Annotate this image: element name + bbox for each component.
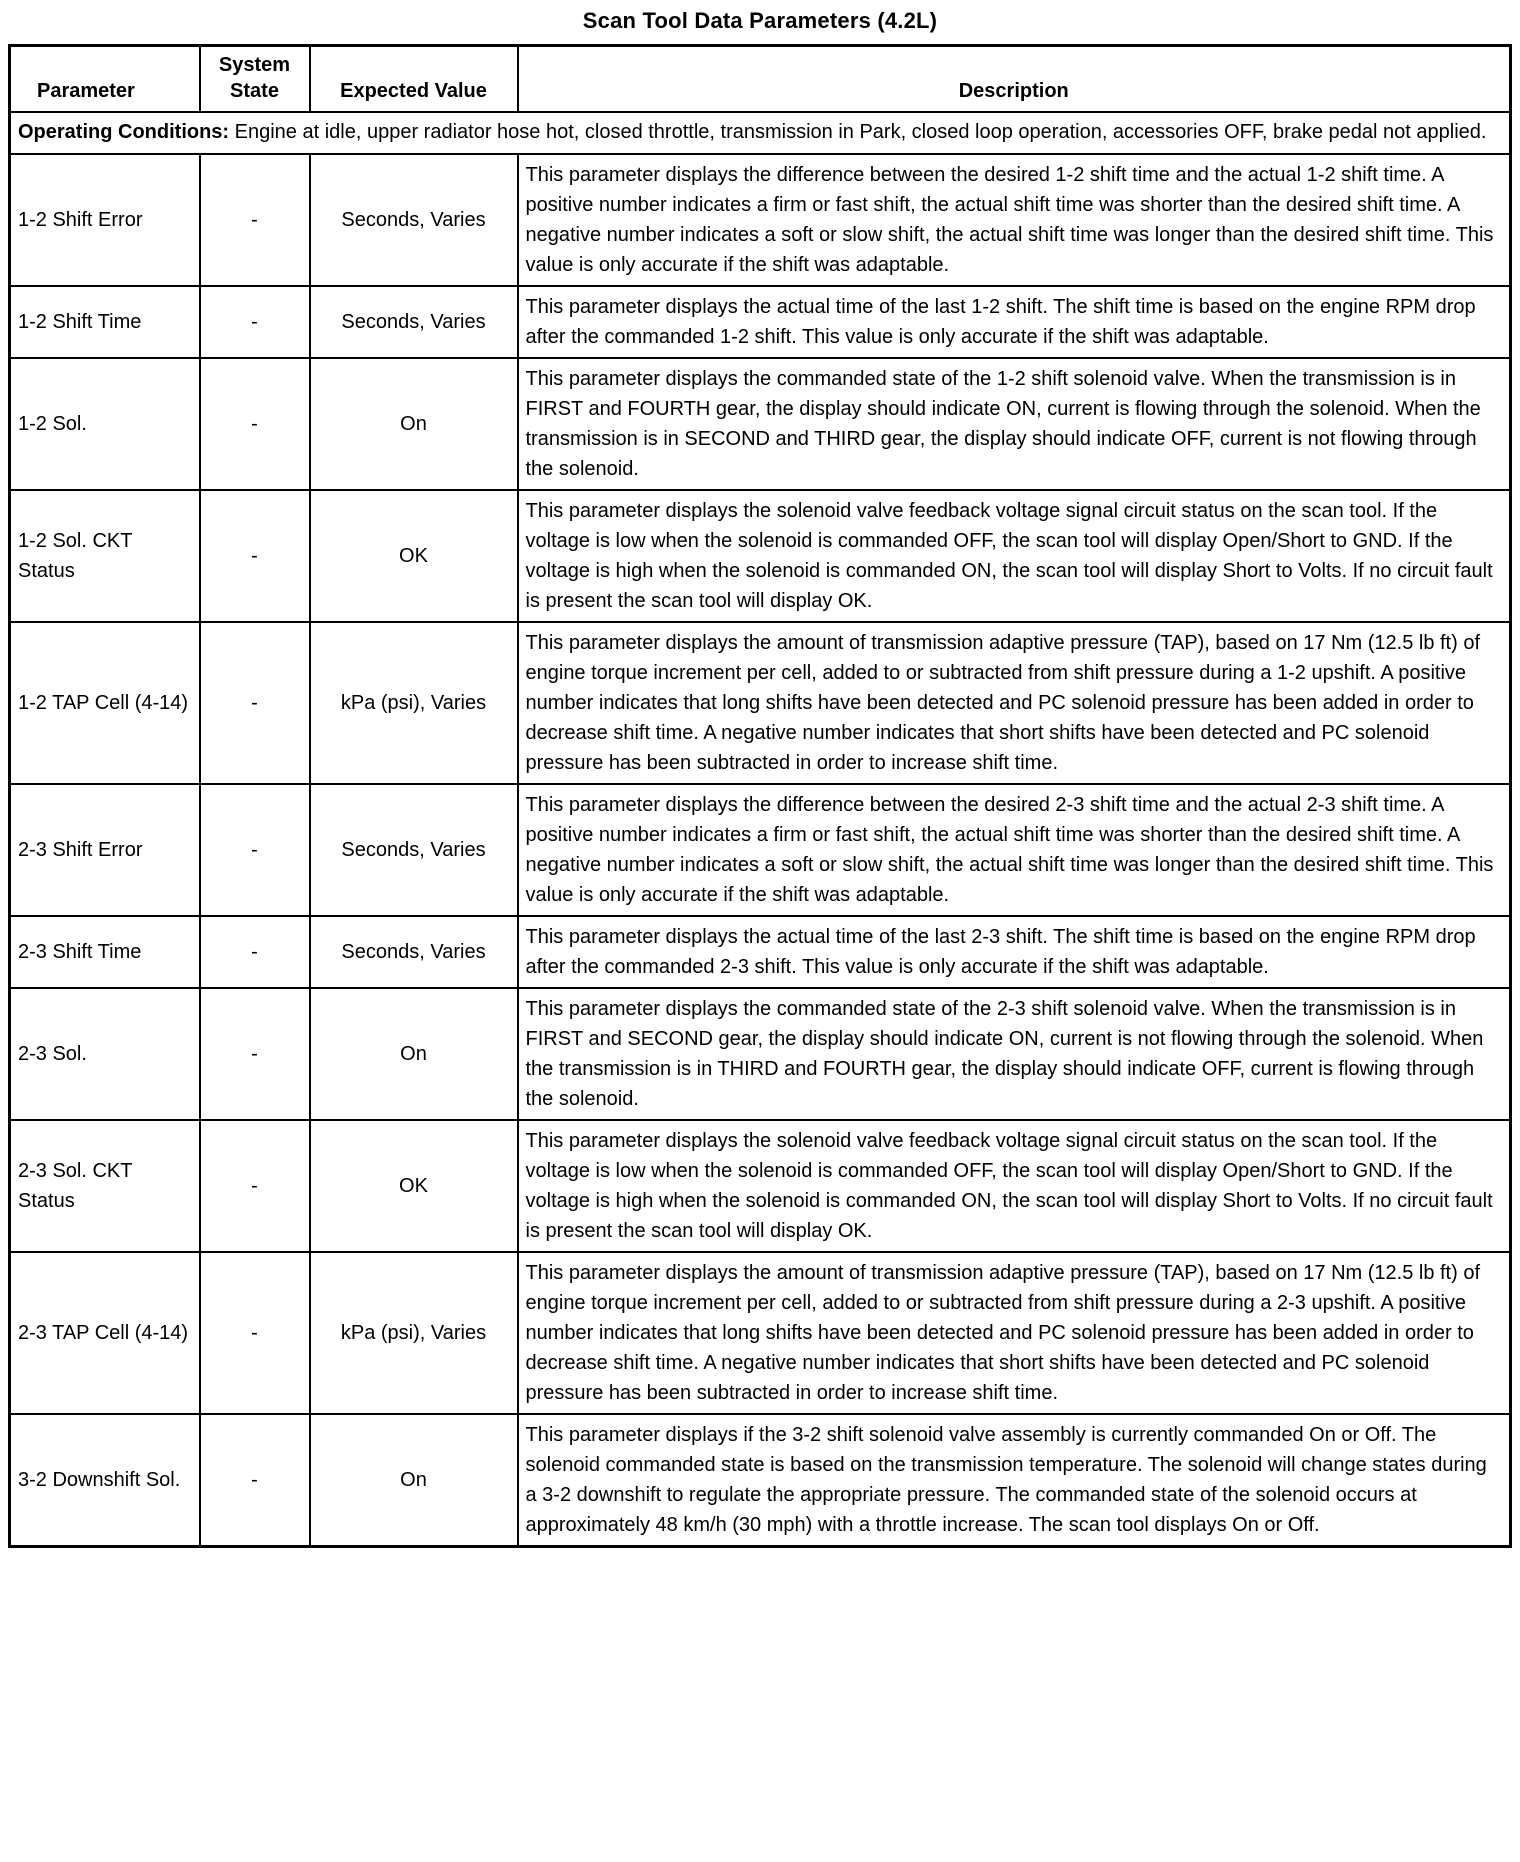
description-cell: This parameter displays the solenoid valve feedback voltage signal circuit status on the scan tool. If the voltage is low when the solenoid is commanded OFF, the scan tool will display Open/Short to GND. If the voltage is high when the solenoid is commanded ON, the scan tool will display Short to Volts. If no circuit fault is present the scan tool will display OK.: [518, 490, 1511, 622]
table-row: [10, 1252, 1511, 1414]
expected-value-cell: Seconds, Varies: [310, 154, 518, 286]
system-state-cell: -: [200, 286, 310, 358]
parameter-cell: 2-3 Shift Time: [10, 916, 200, 988]
table-body: [10, 112, 1511, 1547]
parameter-cell: 2-3 Shift Error: [10, 784, 200, 916]
expected-value-cell: On: [310, 988, 518, 1120]
description-cell: This parameter displays the actual time of the last 1-2 shift. The shift time is based on the engine RPM drop after the commanded 1-2 shift. This value is only accurate if the shift was adaptable.: [518, 286, 1511, 358]
parameter-cell: 1-2 Shift Error: [10, 154, 200, 286]
description-cell: This parameter displays the difference between the desired 1-2 shift time and the actual 1-2 shift time. A positive number indicates a firm or fast shift, the actual shift time was shorter than the desired shift time. A negative number indicates a soft or slow shift, the actual shift time was longer than the desired shift time. This value is only accurate if the shift was adaptable.: [518, 154, 1511, 286]
description-cell: This parameter displays if the 3-2 shift solenoid valve assembly is currently commanded On or Off. The solenoid commanded state is based on the transmission temperature. The solenoid will change states during a 3-2 downshift to regulate the appropriate pressure. The commanded state of the solenoid occurs at approximately 48 km/h (30 mph) with a throttle increase. The scan tool displays On or Off.: [518, 1414, 1511, 1547]
col-header-system-state: System State: [200, 46, 310, 113]
table-row: [10, 358, 1511, 490]
scan-tool-data-table: [8, 44, 1512, 1548]
table-row: [10, 286, 1511, 358]
col-header-parameter: Parameter: [10, 46, 200, 113]
description-cell: This parameter displays the commanded state of the 2-3 shift solenoid valve. When the transmission is in FIRST and SECOND gear, the display should indicate ON, current is not flowing through the solenoid. When the transmission is in THIRD and FOURTH gear, the display should indicate OFF, current is flowing through the solenoid.: [518, 988, 1511, 1120]
description-cell: This parameter displays the actual time of the last 2-3 shift. The shift time is based on the engine RPM drop after the commanded 2-3 shift. This value is only accurate if the shift was adaptable.: [518, 916, 1511, 988]
parameter-cell: 1-2 Sol.: [10, 358, 200, 490]
parameter-cell: 1-2 TAP Cell (4-14): [10, 622, 200, 784]
table-row: [10, 784, 1511, 916]
expected-value-cell: On: [310, 1414, 518, 1547]
table-row: [10, 916, 1511, 988]
parameter-cell: 2-3 Sol. CKT Status: [10, 1120, 200, 1252]
table-row: [10, 490, 1511, 622]
page-title: Scan Tool Data Parameters (4.2L): [582, 8, 938, 33]
col-header-expected-value: Expected Value: [310, 46, 518, 113]
description-cell: This parameter displays the solenoid valve feedback voltage signal circuit status on the scan tool. If the voltage is low when the solenoid is commanded OFF, the scan tool will display Open/Short to GND. If the voltage is high when the solenoid is commanded ON, the scan tool will display Short to Volts. If no circuit fault is present the scan tool will display OK.: [518, 1120, 1511, 1252]
description-cell: This parameter displays the amount of transmission adaptive pressure (TAP), based on 17 Nm (12.5 lb ft) of engine torque increment per cell, added to or subtracted from shift pressure during a 2-3 upshift. A positive number indicates that long shifts have been detected and PC solenoid pressure has been added in order to decrease shift time. A negative number indicates that short shifts have been detected and PC solenoid pressure has been subtracted in order to increase shift time.: [518, 1252, 1511, 1414]
table-row: [10, 154, 1511, 286]
expected-value-cell: Seconds, Varies: [310, 286, 518, 358]
system-state-cell: -: [200, 490, 310, 622]
expected-value-cell: kPa (psi), Varies: [310, 1252, 518, 1414]
system-state-cell: -: [200, 154, 310, 286]
parameter-cell: 1-2 Shift Time: [10, 286, 200, 358]
table-row: [10, 988, 1511, 1120]
system-state-cell: -: [200, 358, 310, 490]
table-header: [10, 46, 1511, 113]
parameter-cell: 2-3 TAP Cell (4-14): [10, 1252, 200, 1414]
parameter-cell: 2-3 Sol.: [10, 988, 200, 1120]
operating-conditions-label: Operating Conditions:: [18, 121, 230, 143]
description-cell: This parameter displays the difference between the desired 2-3 shift time and the actual 2-3 shift time. A positive number indicates a firm or fast shift, the actual shift time was shorter than the desired shift time. A negative number indicates a soft or slow shift, the actual shift time was longer than the desired shift time. This value is only accurate if the shift was adaptable.: [518, 784, 1511, 916]
parameter-cell: 1-2 Sol. CKT Status: [10, 490, 200, 622]
table-row: [10, 1414, 1511, 1547]
col-header-description: Description: [518, 46, 1511, 113]
operating-conditions-row: [10, 112, 1511, 154]
expected-value-cell: OK: [310, 1120, 518, 1252]
system-state-cell: -: [200, 1120, 310, 1252]
parameter-cell: 3-2 Downshift Sol.: [10, 1414, 200, 1547]
description-cell: This parameter displays the amount of transmission adaptive pressure (TAP), based on 17 Nm (12.5 lb ft) of engine torque increment per cell, added to or subtracted from shift pressure during a 1-2 upshift. A positive number indicates that long shifts have been detected and PC solenoid pressure has been added in order to decrease shift time. A negative number indicates that short shifts have been detected and PC solenoid pressure has been subtracted in order to increase shift time.: [518, 622, 1511, 784]
expected-value-cell: OK: [310, 490, 518, 622]
operating-conditions-cell: [10, 112, 1511, 154]
expected-value-cell: Seconds, Varies: [310, 916, 518, 988]
system-state-cell: -: [200, 1414, 310, 1547]
operating-conditions-text: Engine at idle, upper radiator hose hot, closed throttle, transmission in Park, closed loop operation, accessories OFF, brake pedal not applied.: [229, 121, 1487, 143]
table-row: [10, 1120, 1511, 1252]
system-state-cell: -: [200, 622, 310, 784]
expected-value-cell: kPa (psi), Varies: [310, 622, 518, 784]
header-row: [10, 46, 1511, 113]
table-row: [10, 622, 1511, 784]
description-cell: This parameter displays the commanded state of the 1-2 shift solenoid valve. When the transmission is in FIRST and FOURTH gear, the display should indicate ON, current is flowing through the solenoid. When the transmission is in SECOND and THIRD gear, the display should indicate OFF, current is not flowing through the solenoid.: [518, 358, 1511, 490]
system-state-cell: -: [200, 916, 310, 988]
system-state-cell: -: [200, 988, 310, 1120]
system-state-cell: -: [200, 784, 310, 916]
system-state-cell: -: [200, 1252, 310, 1414]
expected-value-cell: On: [310, 358, 518, 490]
expected-value-cell: Seconds, Varies: [310, 784, 518, 916]
